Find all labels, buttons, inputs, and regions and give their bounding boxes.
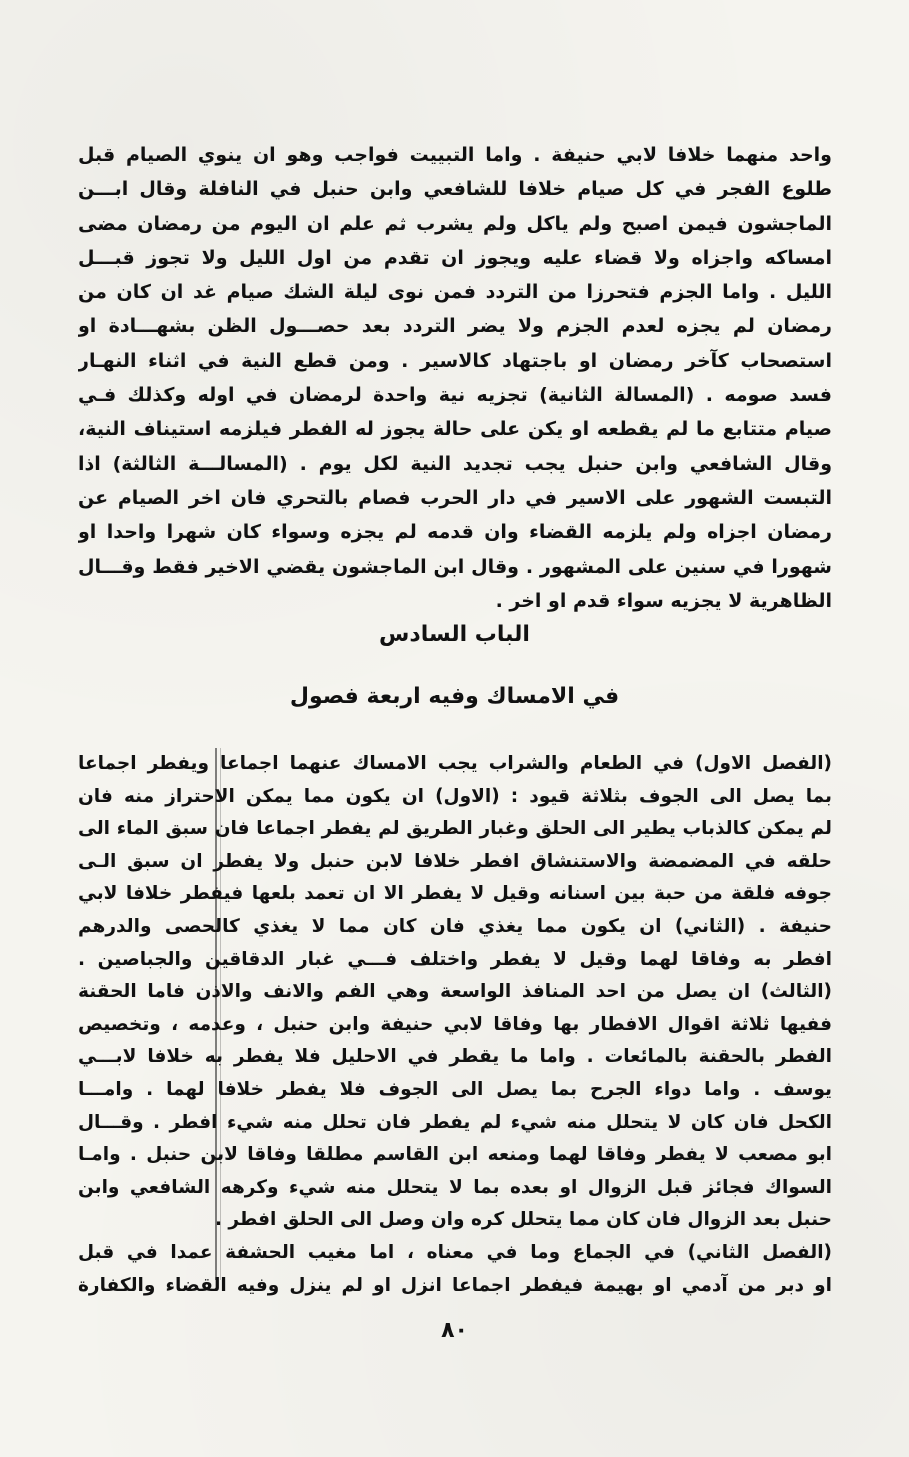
body-paragraph-1 <box>78 138 832 618</box>
text-line: الليل . واما الجزم فتحرزا من التردد فمن نوى ليلة الشك صيام غد ان كان من <box>78 281 832 304</box>
text-line: الظاهرية لا يجزيه سواء قدم او اخر . <box>495 589 832 612</box>
text-line: رمضان اجزاه ولم يلزمه القضاء وان قدمه لم يجزه وسواء كان شهرا واحدا او <box>78 521 832 544</box>
text-line: حلقه في المضمضة والاستنشاق افطر خلافا لابن حنبل ولا يفطر ان سبق الـى <box>78 850 832 872</box>
text-line: وقال الشافعي وابن حنبل يجب تجديد النية لكل يوم . (المسالـــة الثالثة) اذا <box>78 452 832 475</box>
chapter-subtitle: في الامساك وفيه اربعة فصول <box>289 684 620 709</box>
text-line: حنبل بعد الزوال فان كان مما يتحلل كره وان وصل الى الحلق افطر . <box>214 1209 832 1231</box>
text-line: (الثالث) ان يصل من احد المنافذ الواسعة وهي الفم والانف والاذن فاما الحقنة <box>78 981 832 1003</box>
chapter-title: الباب السادس <box>379 622 530 647</box>
text-line: جوفه فلقة من حبة بين اسنانه وقيل لا يفطر الا ان تعمد بلعها فيفطر خلافا لابي <box>78 883 832 905</box>
text-line: استصحاب كآخر رمضان او باجتهاد كالاسير . ومن قطع النية في اثناء النهـار <box>78 349 832 372</box>
text-line: الماجشون فيمن اصبح ولم ياكل ولم يشرب ثم علم ان اليوم من رمضان مضى <box>78 212 832 235</box>
text-line: او دبر من آدمي او بهيمة فيفطر اجماعا انزل او لم ينزل وفيه القضاء والكفارة <box>78 1274 832 1296</box>
text-line: طلوع الفجر في كل صيام خلافا للشافعي وابن حنبل في النافلة وقال ابـــن <box>78 178 832 201</box>
body-paragraph-2 <box>78 748 832 1302</box>
text-line: الفطر بالحقنة بالمائعات . واما ما يقطر في الاحليل فلا يفطر به خلافا لابـــي <box>78 1046 832 1068</box>
text-line: السواك فجائز قبل الزوال او بعده بما لا يتحلل منه شيء وكرهه الشافعي وابن <box>78 1176 832 1198</box>
text-line: (الفصل الثاني) في الجماع وما في معناه ، اما مغيب الحشفة عمدا في قبل <box>78 1241 832 1263</box>
text-line: فسد صومه . (المسالة الثانية) تجزيه نية واحدة لرمضان في اوله وكذلك فـي <box>78 384 832 407</box>
text-line: ابو مصعب لا يفطر وفاقا لهما ومنعه ابن القاسم مطلقا وفاقا لابن حنبل . وامـا <box>78 1144 832 1166</box>
text-line: واحد منهما خلافا لابي حنيفة . واما التبييت فواجب وهو ان ينوي الصيام قبل <box>78 144 832 166</box>
text-line: (الفصل الاول) في الطعام والشراب يجب الامساك عنهما اجماعا ويفطر اجماعا <box>78 753 832 774</box>
text-line: رمضان لم يجزه لعدم الجزم ولا يضر التردد بعد حصـــول الظن بشهـــادة او <box>78 315 832 338</box>
text-line: افطر به وفاقا لهما وقيل لا يفطر واختلف فـــي غبار الدقاقين والجباصين . <box>78 948 832 970</box>
text-line: الكحل فان كان لا يتحلل منه شيء لم يفطر فان تحلل منه شيء افطر . وقـــال <box>78 1111 832 1133</box>
text-line: يوسف . واما دواء الجرح بما يصل الى الجوف فلا يفطر خلافا لهما . وامـــا <box>78 1078 832 1100</box>
text-line: امساكه واجزاه ولا قضاء عليه ويجوز ان تقدم من اول الليل ولا تجوز قبـــل <box>78 246 832 269</box>
text-line: صيام متتابع ما لم يقطعه او يكن على حالة يجوز له الفطر فيلزمه استيناف النية، <box>78 418 832 441</box>
text-line: شهورا في سنين على المشهور . وقال ابن الماجشون يقضي الاخير فقط وقـــال <box>78 555 832 578</box>
text-line: بما يصل الى الجوف بثلاثة قيود : (الاول) ان يكون مما يمكن الاحتراز منه فان <box>78 785 832 807</box>
text-line: ففيها ثلاثة اقوال الافطار بها وفاقا لابي حنيفة وابن حنبل ، وعدمه ، وتخصيص <box>78 1013 832 1035</box>
text-line: التبست الشهور على الاسير في دار الحرب فصام بالتحري فان اخر الصيام عن <box>78 486 832 509</box>
page-number: ٨٠ <box>441 1318 468 1343</box>
text-line: لم يمكن كالذباب يطير الى الحلق وغبار الطريق لم يفطر اجماعا فان سبق الماء الى <box>78 818 832 840</box>
text-line: حنيفة . (الثاني) ان يكون مما يغذي فان كان مما لا يغذي كالحصى والدرهم <box>78 915 832 937</box>
